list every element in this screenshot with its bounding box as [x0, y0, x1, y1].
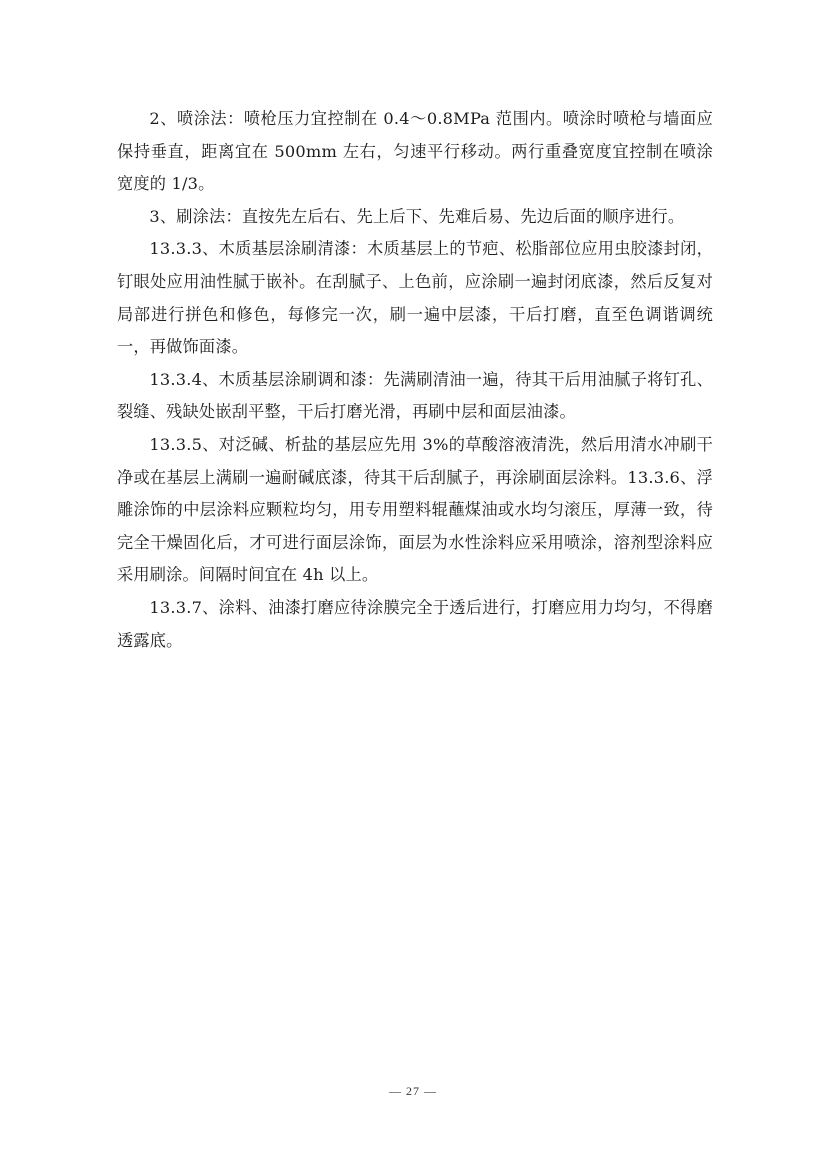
paragraph-13-3-5: 13.3.5、对泛碱、析盐的基层应先用 3%的草酸溶液清洗，然后用清水冲刷干净或在基层上满刷一遍耐碱底漆，待其干后刮腻子，再涂刷面层涂料。13.3.6、浮雕涂饰的中层涂料应颗粒均匀，用专用塑料辊蘸煤油或水均匀滚压，厚薄一致，待完全干燥固化后，才可进行面层涂饰，面层为水性涂料应采用喷涂，溶剂型涂料应采用刷涂。间隔时间宜在 4h 以上。 — [117, 434, 713, 585]
page-number: — 27 — — [389, 1084, 437, 1098]
body-text — [117, 103, 713, 657]
paragraph-brush-method: 3、刷涂法：直按先左后右、先上后下、先难后易、先边后面的顺序进行。 — [149, 206, 685, 226]
paragraph-13-3-3: 13.3.3、木质基层涂刷清漆：木质基层上的节疤、松脂部位应用虫胶漆封闭，钉眼处应用油性腻于嵌补。在刮腻子、上色前，应涂刷一遍封闭底漆，然后反复对局部进行拼色和修色，每修完一次，刷一遍中层漆，干后打磨，直至色调谐调统一，再做饰面漆。 — [117, 239, 713, 357]
paragraph-13-3-4: 13.3.4、木质基层涂刷调和漆：先满刷清油一遍，待其干后用油腻子将钉孔、裂缝、残缺处嵌刮平整，干后打磨光滑，再刷中层和面层油漆。 — [117, 369, 713, 422]
paragraph-spray-method: 2、喷涂法：喷枪压力宜控制在 0.4～0.8MPa 范围内。喷涂时喷枪与墙面应保持垂直，距离宜在 500mm 左右，匀速平行移动。两行重叠宽度宜控制在喷涂宽度的 1/3。 — [117, 109, 713, 194]
paragraph-13-3-7: 13.3.7、涂料、油漆打磨应待涂膜完全于透后进行，打磨应用力均匀，不得磨透露底。 — [117, 597, 713, 650]
